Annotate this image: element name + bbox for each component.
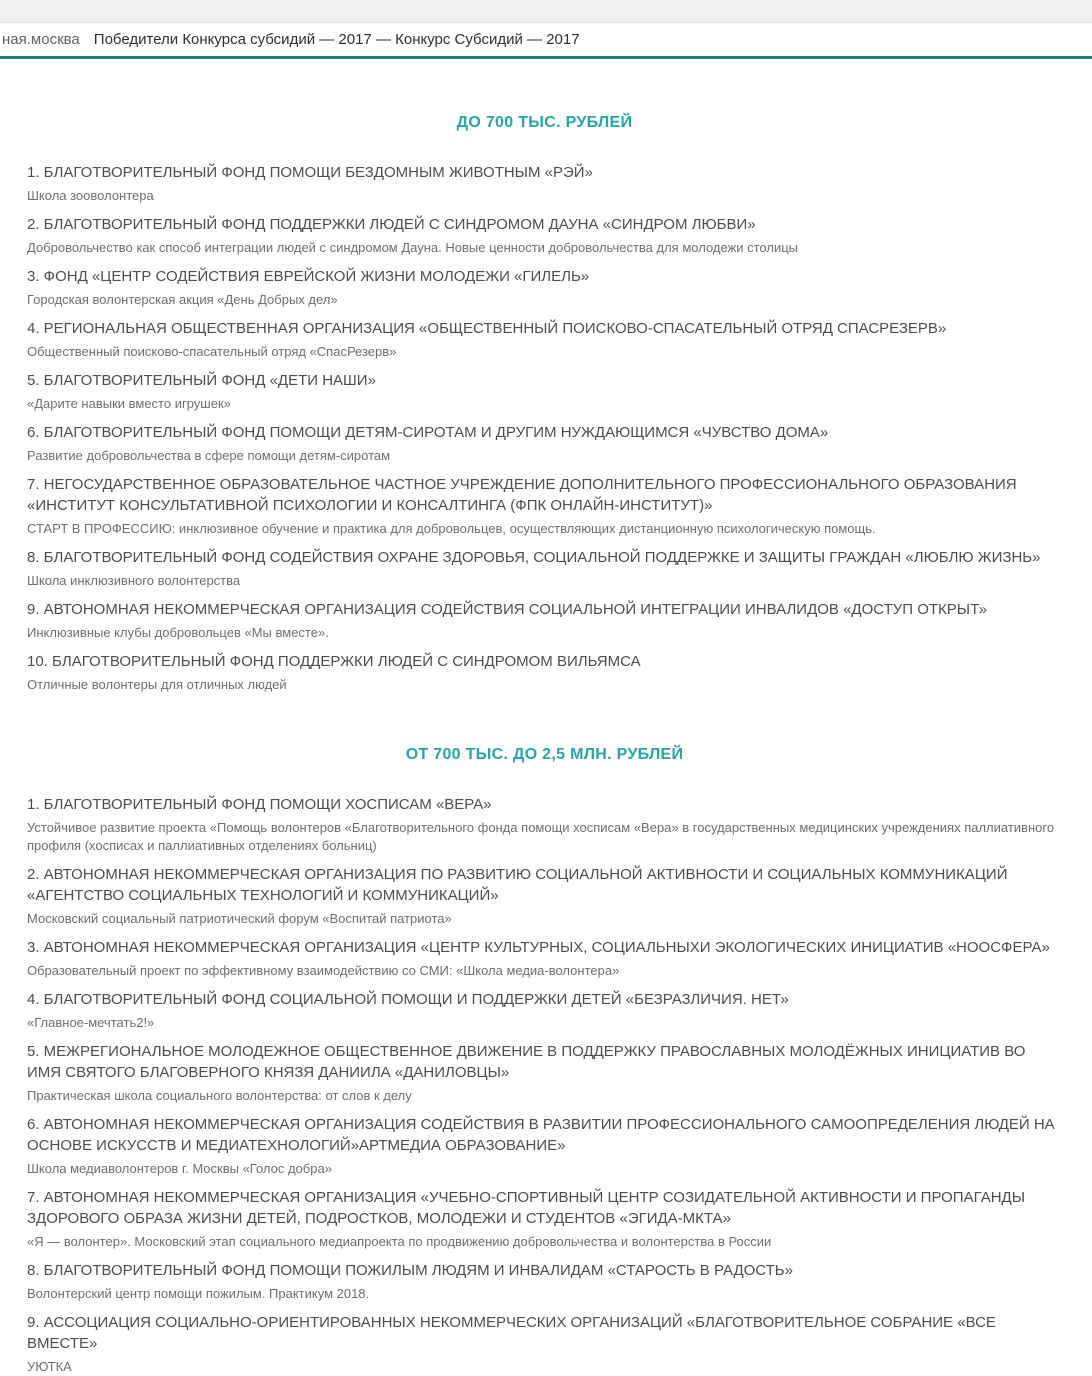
project-description: Московский социальный патриотический форум «Воспитай патриота» bbox=[27, 911, 452, 926]
list-item bbox=[27, 474, 1062, 538]
list-item bbox=[27, 794, 1062, 855]
project-description: Инклюзивные клубы добровольцев «Мы вместе». bbox=[27, 625, 329, 640]
project-description: «Главное-мечтать2!» bbox=[27, 1015, 155, 1030]
list-item bbox=[27, 214, 1062, 257]
browser-topbar bbox=[0, 0, 1092, 59]
project-description: Школа инклюзивного волонтерства bbox=[27, 573, 241, 588]
list-item bbox=[27, 651, 1062, 694]
list-item bbox=[27, 422, 1062, 465]
organization-name: 4. РЕГИОНАЛЬНАЯ ОБЩЕСТВЕННАЯ ОРГАНИЗАЦИЯ «ОБЩЕСТВЕННЫЙ ПОИСКОВО-СПАСАТЕЛЬНЫЙ ОТРЯД СПАСРЕЗЕРВ» bbox=[27, 320, 947, 337]
project-description: УЮТКА bbox=[27, 1359, 72, 1374]
organization-name: 9. АВТОНОМНАЯ НЕКОММЕРЧЕСКАЯ ОРГАНИЗАЦИЯ СОДЕЙСТВИЯ СОЦИАЛЬНОЙ ИНТЕГРАЦИИ ИНВАЛИДОВ «ДОСТУП ОТКРЫТ» bbox=[27, 601, 987, 618]
project-description: Школа зооволонтера bbox=[27, 188, 154, 203]
list-item bbox=[27, 1114, 1062, 1178]
list-item bbox=[27, 547, 1062, 590]
project-description: Развитие добровольчества в сфере помощи детям-сиротам bbox=[27, 448, 391, 463]
organization-name: 1. БЛАГОТВОРИТЕЛЬНЫЙ ФОНД ПОМОЩИ БЕЗДОМНЫМ ЖИВОТНЫМ «РЭЙ» bbox=[27, 164, 593, 181]
section-heading: ОТ 700 ТЫС. ДО 2,5 МЛН. РУБЛЕЙ bbox=[405, 746, 684, 763]
list-item bbox=[27, 1260, 1062, 1303]
project-description: «Дарите навыки вместо игрушек» bbox=[27, 396, 231, 411]
organization-name: 3. ФОНД «ЦЕНТР СОДЕЙСТВИЯ ЕВРЕЙСКОЙ ЖИЗНИ МОЛОДЕЖИ «ГИЛЕЛЬ» bbox=[27, 268, 590, 285]
list-item bbox=[27, 266, 1062, 309]
list-item bbox=[27, 937, 1062, 980]
winners-items bbox=[27, 794, 1062, 1376]
prize-section bbox=[27, 114, 1062, 694]
organization-name: 8. БЛАГОТВОРИТЕЛЬНЫЙ ФОНД ПОМОЩИ ПОЖИЛЫМ ЛЮДЯМ И ИНВАЛИДАМ «СТАРОСТЬ В РАДОСТЬ» bbox=[27, 1262, 793, 1279]
organization-name: 5. БЛАГОТВОРИТЕЛЬНЫЙ ФОНД «ДЕТИ НАШИ» bbox=[27, 372, 376, 389]
prize-section bbox=[27, 746, 1062, 1376]
page-title: Победители Конкурса субсидий — 2017 — Конкурс Субсидий — 2017 bbox=[93, 31, 580, 48]
organization-name: 1. БЛАГОТВОРИТЕЛЬНЫЙ ФОНД ПОМОЩИ ХОСПИСАМ «ВЕРА» bbox=[27, 796, 492, 813]
organization-name: 9. АССОЦИАЦИЯ СОЦИАЛЬНО-ОРИЕНТИРОВАННЫХ НЕКОММЕРЧЕСКИХ ОРГАНИЗАЦИЙ «БЛАГОТВОРИТЕЛЬНОЕ СОБРАНИЕ «ВСЕ ВМЕСТЕ» bbox=[27, 1314, 996, 1352]
project-description: СТАРТ В ПРОФЕССИЮ: инклюзивное обучение и практика для добровольцев, осуществляющих дистанционную психологическую помощь. bbox=[27, 521, 876, 536]
list-item bbox=[27, 1041, 1062, 1105]
project-description: Практическая школа социального волонтерства: от слов к делу bbox=[27, 1088, 412, 1103]
list-item bbox=[27, 370, 1062, 413]
organization-name: 7. НЕГОСУДАРСТВЕННОЕ ОБРАЗОВАТЕЛЬНОЕ ЧАСТНОЕ УЧРЕЖДЕНИЕ ДОПОЛНИТЕЛЬНОГО ПРОФЕССИОНАЛЬНОГО ОБРАЗОВАНИЯ «ИНСТИТУТ КОНСУЛЬТАТИВНОЙ ПСИХОЛОГИИ И КОНСАЛТИНГА (ФПК ОНЛАЙН-ИНСТИТУТ)» bbox=[27, 476, 1017, 514]
project-description: «Я — волонтер». Московский этап социального медиапроекта по продвижению добровольчества и волонтерства в России bbox=[27, 1234, 772, 1249]
list-item bbox=[27, 162, 1062, 205]
organization-name: 10. БЛАГОТВОРИТЕЛЬНЫЙ ФОНД ПОДДЕРЖКИ ЛЮДЕЙ С СИНДРОМОМ ВИЛЬЯМСА bbox=[27, 653, 641, 670]
organization-name: 4. БЛАГОТВОРИТЕЛЬНЫЙ ФОНД СОЦИАЛЬНОЙ ПОМОЩИ И ПОДДЕРЖКИ ДЕТЕЙ «БЕЗРАЗЛИЧИЯ. НЕТ» bbox=[27, 991, 789, 1008]
section-heading: ДО 700 ТЫС. РУБЛЕЙ bbox=[456, 114, 633, 131]
project-description: Отличные волонтеры для отличных людей bbox=[27, 677, 287, 692]
project-description: Городская волонтерская акция «День Добрых дел» bbox=[27, 292, 338, 307]
organization-name: 7. АВТОНОМНАЯ НЕКОММЕРЧЕСКАЯ ОРГАНИЗАЦИЯ «УЧЕБНО-СПОРТИВНЫЙ ЦЕНТР СОЗИДАТЕЛЬНОЙ АКТИВНОСТИ И ПРОПАГАНДЫ ЗДОРОВОГО ОБРАЗА ЖИЗНИ ДЕТЕЙ, ПОДРОСТКОВ, МОЛОДЕЖИ И СТУДЕНТОВ «ЭГИДА-МКТА» bbox=[27, 1189, 1025, 1227]
winners-page bbox=[0, 59, 1092, 1376]
project-description: Устойчивое развитие проекта «Помощь волонтеров «Благотворительного фонда помощи хосписам «Вера» в государственных медицинских учреждениях паллиативного профиля (хосписах и паллиативных отделениях больниц) bbox=[27, 820, 1055, 853]
organization-name: 6. БЛАГОТВОРИТЕЛЬНЫЙ ФОНД ПОМОЩИ ДЕТЯМ-СИРОТАМ И ДРУГИМ НУЖДАЮЩИМСЯ «ЧУВСТВО ДОМА» bbox=[27, 424, 829, 441]
project-description: Общественный поисково-спасательный отряд «СпасРезерв» bbox=[27, 344, 397, 359]
list-item bbox=[27, 989, 1062, 1032]
tab-strip bbox=[0, 0, 1092, 23]
organization-name: 3. АВТОНОМНАЯ НЕКОММЕРЧЕСКАЯ ОРГАНИЗАЦИЯ «ЦЕНТР КУЛЬТУРНЫХ, СОЦИАЛЬНЫХИ ЭКОЛОГИЧЕСКИХ ИНИЦИАТИВ «НООСФЕРА» bbox=[27, 939, 1050, 956]
organization-name: 2. БЛАГОТВОРИТЕЛЬНЫЙ ФОНД ПОДДЕРЖКИ ЛЮДЕЙ С СИНДРОМОМ ДАУНА «СИНДРОМ ЛЮБВИ» bbox=[27, 216, 756, 233]
organization-name: 6. АВТОНОМНАЯ НЕКОММЕРЧЕСКАЯ ОРГАНИЗАЦИЯ СОДЕЙСТВИЯ В РАЗВИТИИ ПРОФЕССИОНАЛЬНОГО САМООПРЕДЕЛЕНИЯ ЛЮДЕЙ НА ОСНОВЕ ИСКУССТВ И МЕДИАТЕХНОЛОГИЙ»АРТМЕДИА ОБРАЗОВАНИЕ» bbox=[27, 1116, 1055, 1154]
project-description: Образовательный проект по эффективному взаимодействию со СМИ: «Школа медиа-волонтера» bbox=[27, 963, 620, 978]
list-item bbox=[27, 318, 1062, 361]
winners-items bbox=[27, 162, 1062, 694]
project-description: Школа медиаволонтеров г. Москвы «Голос добра» bbox=[27, 1161, 332, 1176]
list-item bbox=[27, 864, 1062, 928]
list-item bbox=[27, 1187, 1062, 1251]
site-domain-label: ная.москва bbox=[2, 31, 80, 48]
organization-name: 8. БЛАГОТВОРИТЕЛЬНЫЙ ФОНД СОДЕЙСТВИЯ ОХРАНЕ ЗДОРОВЬЯ, СОЦИАЛЬНОЙ ПОДДЕРЖКЕ И ЗАЩИТЫ ГРАЖДАН «ЛЮБЛЮ ЖИЗНЬ» bbox=[27, 549, 1041, 566]
organization-name: 5. МЕЖРЕГИОНАЛЬНОЕ МОЛОДЕЖНОЕ ОБЩЕСТВЕННОЕ ДВИЖЕНИЕ В ПОДДЕРЖКУ ПРАВОСЛАВНЫХ МОЛОДЁЖНЫХ ИНИЦИАТИВ ВО ИМЯ СВЯТОГО БЛАГОВЕРНОГО КНЯЗЯ ДАНИИЛА «ДАНИЛОВЦЫ» bbox=[27, 1043, 1026, 1081]
organization-name: 2. АВТОНОМНАЯ НЕКОММЕРЧЕСКАЯ ОРГАНИЗАЦИЯ ПО РАЗВИТИЮ СОЦИАЛЬНОЙ АКТИВНОСТИ И СОЦИАЛЬНЫХ КОММУНИКАЦИЙ «АГЕНТСТВО СОЦИАЛЬНЫХ ТЕХНОЛОГИЙ И КОММУНИКАЦИЙ» bbox=[27, 866, 1008, 904]
list-item bbox=[27, 599, 1062, 642]
project-description: Волонтерский центр помощи пожилым. Практикум 2018. bbox=[27, 1286, 370, 1301]
titlebar bbox=[0, 23, 1092, 56]
project-description: Добровольчество как способ интеграции людей с синдромом Дауна. Новые ценности добровольчества для молодежи столицы bbox=[27, 240, 799, 255]
list-item bbox=[27, 1312, 1062, 1376]
